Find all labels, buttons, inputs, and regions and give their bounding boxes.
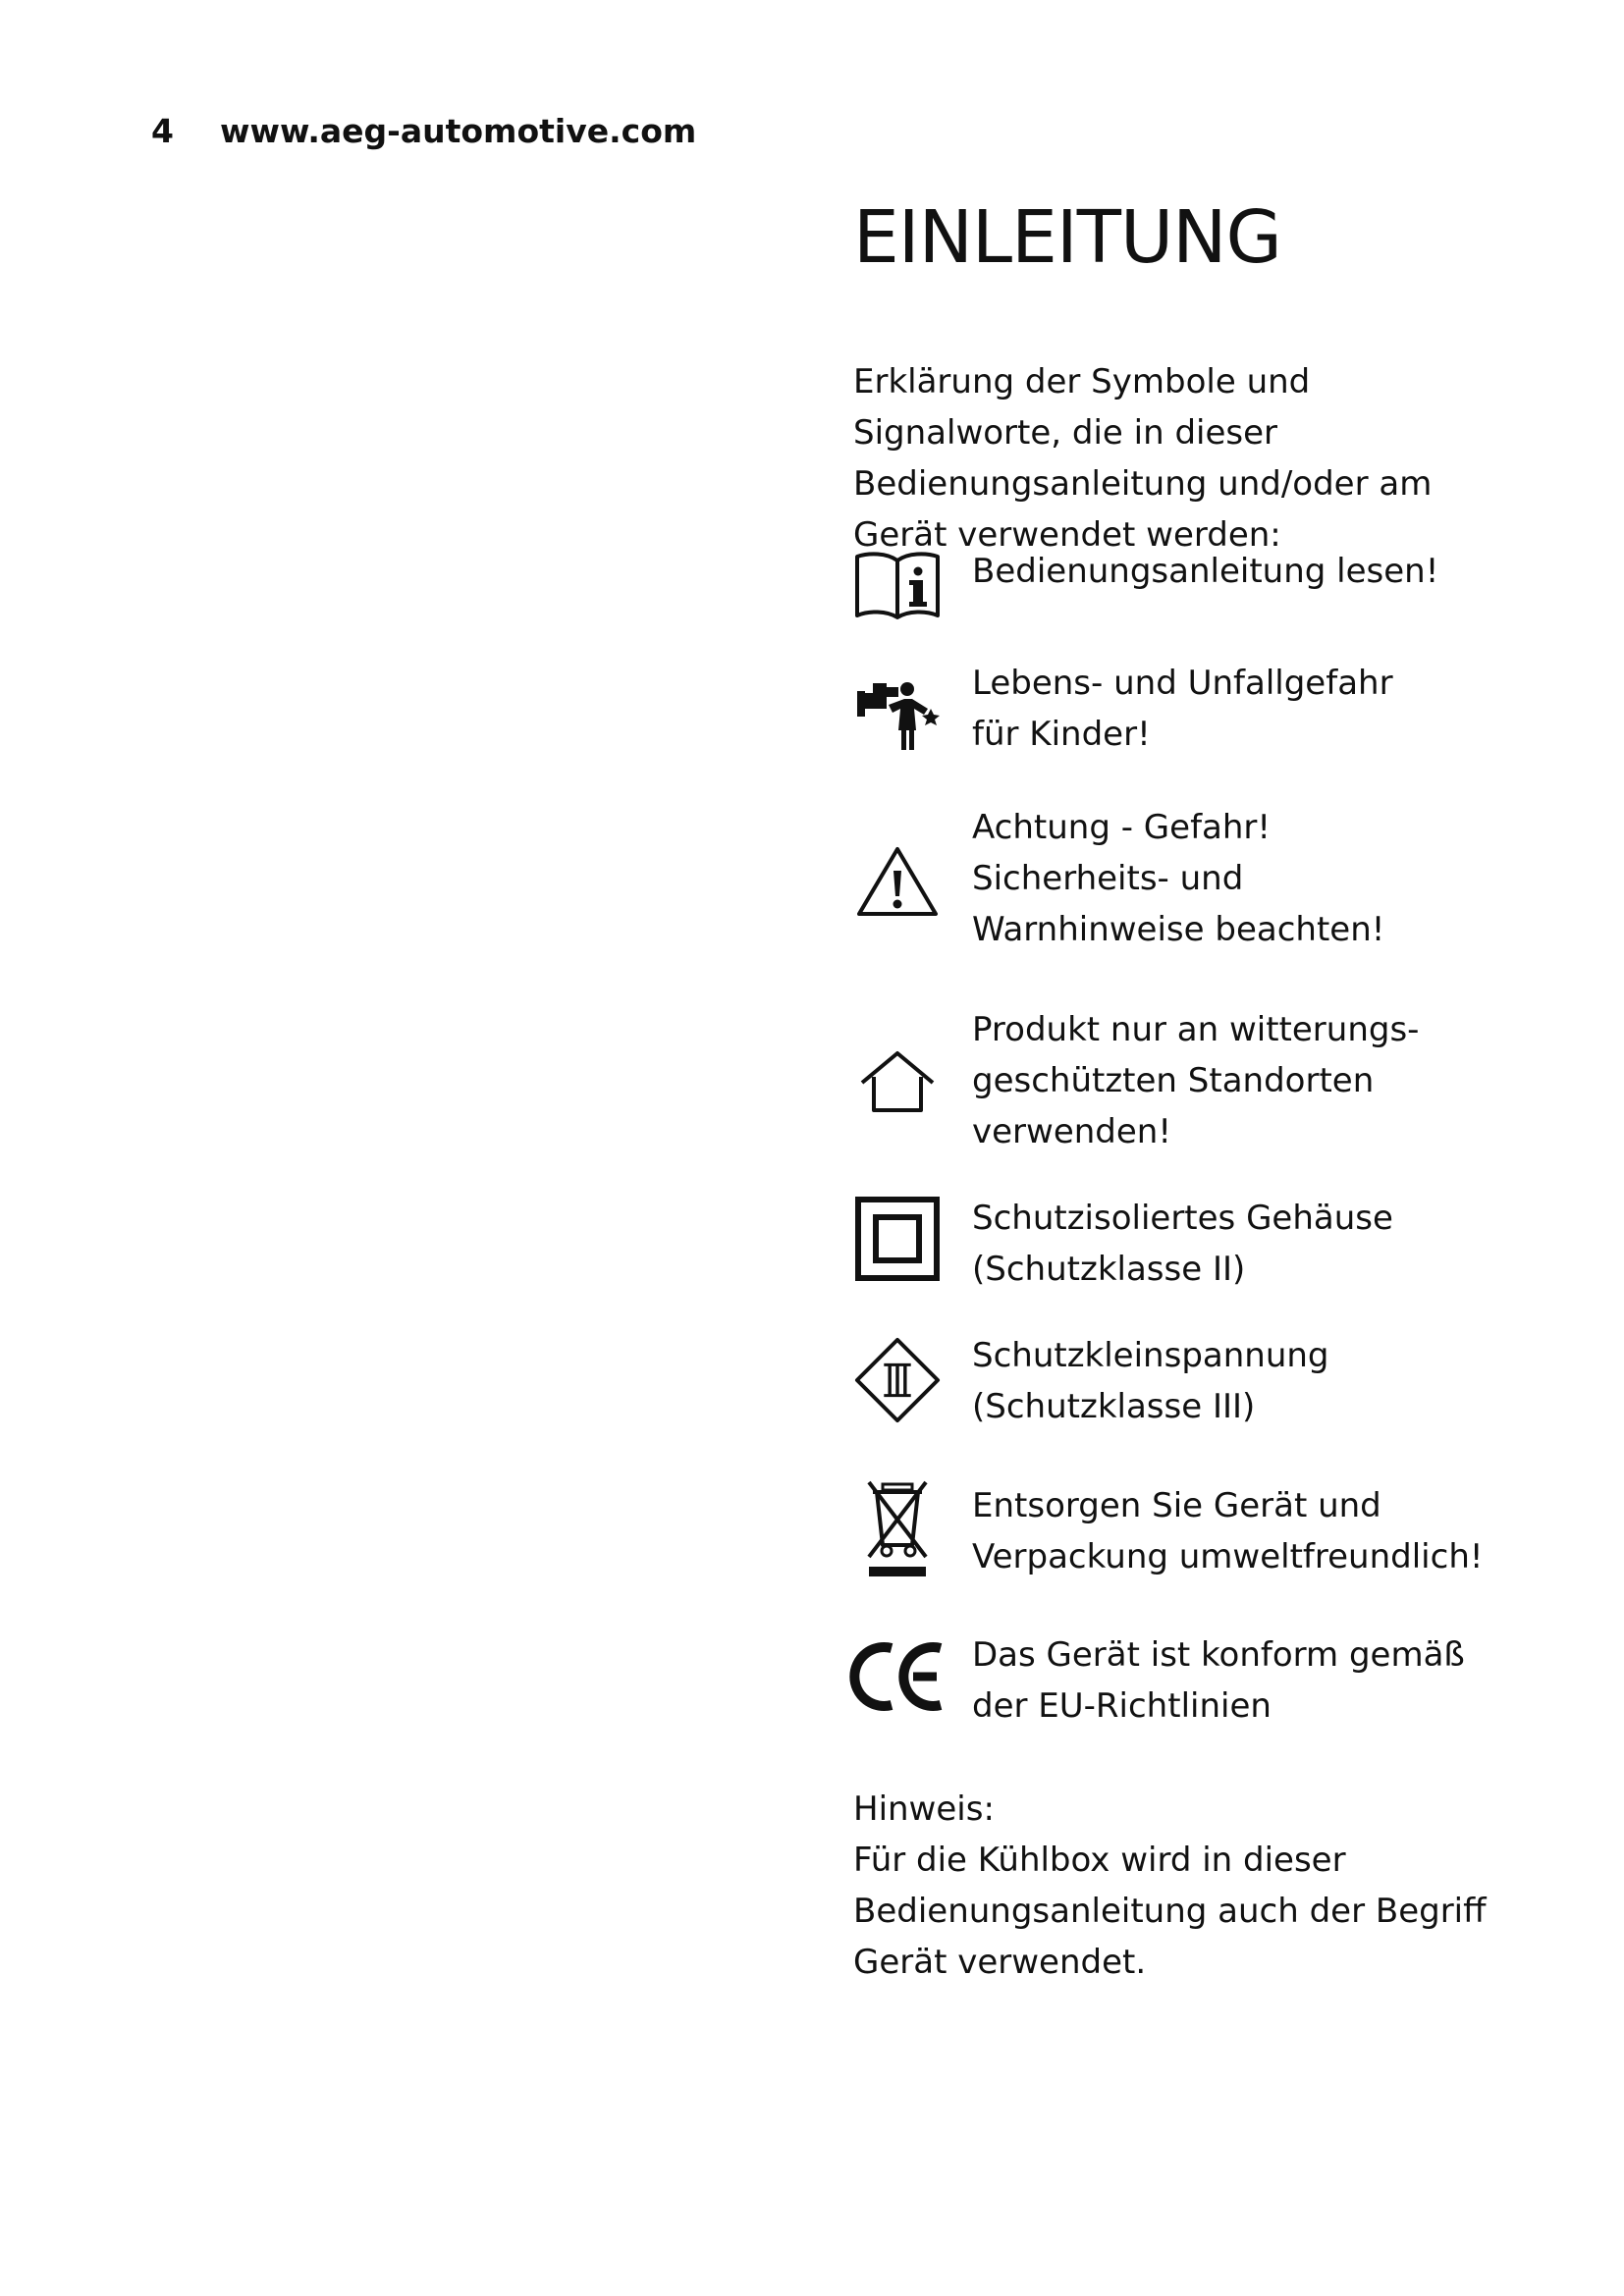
section-title: EINLEITUNG	[853, 195, 1281, 280]
introduction-section	[853, 195, 1541, 1982]
note-block	[853, 1784, 1501, 1988]
note-label: Hinweis:	[853, 1789, 995, 1829]
protection-class-2-icon	[853, 1195, 942, 1283]
symbol-text-child: Lebens- und Unfallgefahr für Kinder!	[972, 664, 1393, 754]
intro-text: Erklärung der Symbole und Signalworte, die in dieser Bedienungsanleitung und/oder am Gerät verwendet werden:	[853, 362, 1433, 555]
house-icon	[853, 1047, 942, 1116]
page-number: 4	[151, 111, 174, 150]
symbol-text-house: Produkt nur an witterungs- geschützten Standorten verwenden!	[972, 1010, 1420, 1151]
symbol-text-class3: Schutzkleinspannung (Schutzklasse III)	[972, 1336, 1329, 1426]
protection-class-3-icon	[853, 1334, 942, 1426]
symbol-text-ce: Das Gerät ist konform gemäß der EU-Richtlinien	[972, 1635, 1465, 1726]
child-danger-icon	[853, 673, 942, 758]
warning-triangle-icon	[853, 843, 942, 920]
symbol-text-class2: Schutzisoliertes Gehäuse (Schutzklasse II)	[972, 1199, 1393, 1289]
symbol-text-disposal: Entsorgen Sie Gerät und Verpackung umweltfreundlich!	[972, 1486, 1484, 1576]
crossed-bin-icon	[853, 1478, 942, 1580]
read-manual-icon	[853, 545, 942, 623]
symbol-text-manual: Bedienungsanleitung lesen!	[972, 552, 1439, 591]
ce-mark-icon	[843, 1637, 951, 1716]
website-url[interactable]: www.aeg-automotive.com	[220, 111, 697, 150]
page-header	[151, 106, 696, 155]
symbol-text-warning: Achtung - Gefahr! Sicherheits- und Warnhinweise beachten!	[972, 808, 1385, 949]
note-text: Für die Kühlbox wird in dieser Bedienungsanleitung auch der Begriff Gerät verwendet.	[853, 1841, 1487, 1982]
